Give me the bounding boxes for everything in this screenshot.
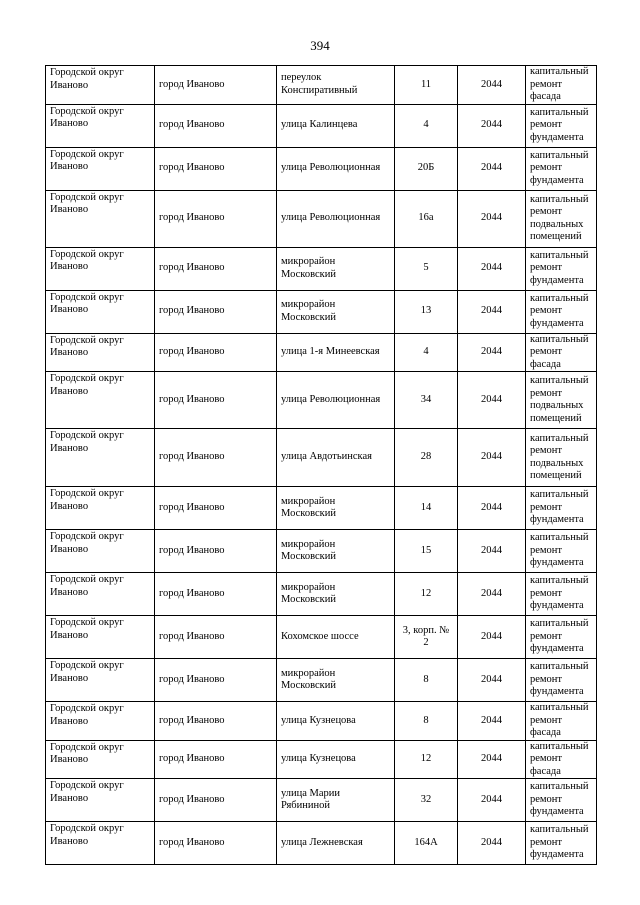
city-cell: город Иваново [155,659,277,702]
work-type-cell: капитальный ремонт фасада [526,702,597,741]
house-number-cell: 12 [395,573,458,616]
street-cell: микрорайон Московский [277,573,395,616]
work-type-cell: капитальный ремонт фундамента [526,487,597,530]
okrug-cell: Городской округ Иваново [46,372,155,429]
work-type-cell: капитальный ремонт фундамента [526,659,597,702]
year-cell: 2044 [458,147,526,190]
work-type-cell: капитальный ремонт фасада [526,740,597,779]
table-row [46,429,597,487]
city-cell: город Иваново [155,487,277,530]
street-cell: микрорайон Московский [277,659,395,702]
street-cell: улица 1-я Минеевская [277,333,395,372]
street-cell: улица Калинцева [277,104,395,147]
city-cell: город Иваново [155,66,277,105]
house-number-cell: 13 [395,290,458,333]
year-cell: 2044 [458,702,526,741]
okrug-cell: Городской округ Иваново [46,740,155,779]
street-cell: улица Марии Рябининой [277,779,395,822]
okrug-cell: Городской округ Иваново [46,487,155,530]
street-cell: микрорайон Московский [277,487,395,530]
okrug-cell: Городской округ Иваново [46,616,155,659]
okrug-cell: Городской округ Иваново [46,573,155,616]
city-cell: город Иваново [155,573,277,616]
year-cell: 2044 [458,822,526,865]
work-type-cell: капитальный ремонт фундамента [526,822,597,865]
table-row [46,659,597,702]
house-number-cell: 5 [395,247,458,290]
work-type-cell: капитальный ремонт фундамента [526,530,597,573]
work-type-cell: капитальный ремонт подвальных помещений [526,190,597,247]
table-row [46,66,597,105]
year-cell: 2044 [458,290,526,333]
okrug-cell: Городской округ Иваново [46,659,155,702]
table-row [46,290,597,333]
table-row [46,740,597,779]
table-row [46,530,597,573]
work-type-cell: капитальный ремонт фундамента [526,573,597,616]
table-row [46,779,597,822]
work-type-cell: капитальный ремонт фундамента [526,616,597,659]
street-cell: микрорайон Московский [277,290,395,333]
street-cell: улица Революционная [277,147,395,190]
street-cell: переулок Конспиративный [277,66,395,105]
table-row [46,573,597,616]
street-cell: улица Революционная [277,190,395,247]
house-number-cell: 28 [395,429,458,487]
city-cell: город Иваново [155,530,277,573]
city-cell: город Иваново [155,740,277,779]
street-cell: улица Кузнецова [277,740,395,779]
street-cell: улица Революционная [277,372,395,429]
city-cell: город Иваново [155,147,277,190]
house-number-cell: 12 [395,740,458,779]
year-cell: 2044 [458,616,526,659]
table-row [46,333,597,372]
city-cell: город Иваново [155,822,277,865]
year-cell: 2044 [458,372,526,429]
city-cell: город Иваново [155,290,277,333]
year-cell: 2044 [458,247,526,290]
house-number-cell: 3, корп. № 2 [395,616,458,659]
street-cell: микрорайон Московский [277,530,395,573]
table-row [46,702,597,741]
city-cell: город Иваново [155,104,277,147]
street-cell: улица Кузнецова [277,702,395,741]
work-type-cell: капитальный ремонт фундамента [526,147,597,190]
year-cell: 2044 [458,66,526,105]
city-cell: город Иваново [155,333,277,372]
table-row [46,616,597,659]
city-cell: город Иваново [155,247,277,290]
okrug-cell: Городской округ Иваново [46,822,155,865]
city-cell: город Иваново [155,372,277,429]
year-cell: 2044 [458,530,526,573]
okrug-cell: Городской округ Иваново [46,530,155,573]
registry-table-body [46,66,597,865]
work-type-cell: капитальный ремонт фундамента [526,247,597,290]
house-number-cell: 4 [395,104,458,147]
house-number-cell: 8 [395,659,458,702]
house-number-cell: 11 [395,66,458,105]
okrug-cell: Городской округ Иваново [46,779,155,822]
house-number-cell: 14 [395,487,458,530]
city-cell: город Иваново [155,616,277,659]
year-cell: 2044 [458,190,526,247]
year-cell: 2044 [458,104,526,147]
okrug-cell: Городской округ Иваново [46,190,155,247]
year-cell: 2044 [458,779,526,822]
table-row [46,372,597,429]
year-cell: 2044 [458,740,526,779]
house-number-cell: 15 [395,530,458,573]
okrug-cell: Городской округ Иваново [46,702,155,741]
house-number-cell: 8 [395,702,458,741]
okrug-cell: Городской округ Иваново [46,290,155,333]
house-number-cell: 34 [395,372,458,429]
work-type-cell: капитальный ремонт фундамента [526,104,597,147]
house-number-cell: 32 [395,779,458,822]
street-cell: Кохомское шоссе [277,616,395,659]
city-cell: город Иваново [155,429,277,487]
city-cell: город Иваново [155,190,277,247]
house-number-cell: 16а [395,190,458,247]
year-cell: 2044 [458,429,526,487]
work-type-cell: капитальный ремонт фасада [526,333,597,372]
house-number-cell: 20Б [395,147,458,190]
year-cell: 2044 [458,659,526,702]
work-type-cell: капитальный ремонт фундамента [526,290,597,333]
work-type-cell: капитальный ремонт подвальных помещений [526,372,597,429]
table-row [46,104,597,147]
work-type-cell: капитальный ремонт подвальных помещений [526,429,597,487]
street-cell: улица Лежневская [277,822,395,865]
page-number: 394 [310,38,330,53]
house-number-cell: 164А [395,822,458,865]
street-cell: улица Авдотьинская [277,429,395,487]
okrug-cell: Городской округ Иваново [46,147,155,190]
okrug-cell: Городской округ Иваново [46,66,155,105]
okrug-cell: Городской округ Иваново [46,429,155,487]
work-type-cell: капитальный ремонт фасада [526,66,597,105]
okrug-cell: Городской округ Иваново [46,247,155,290]
work-type-cell: капитальный ремонт фундамента [526,779,597,822]
city-cell: город Иваново [155,779,277,822]
city-cell: город Иваново [155,702,277,741]
house-number-cell: 4 [395,333,458,372]
year-cell: 2044 [458,487,526,530]
table-row [46,487,597,530]
street-cell: микрорайон Московский [277,247,395,290]
registry-table [45,65,597,865]
year-cell: 2044 [458,573,526,616]
table-row [46,247,597,290]
year-cell: 2044 [458,333,526,372]
table-row [46,190,597,247]
okrug-cell: Городской округ Иваново [46,333,155,372]
okrug-cell: Городской округ Иваново [46,104,155,147]
table-row [46,147,597,190]
table-row [46,822,597,865]
